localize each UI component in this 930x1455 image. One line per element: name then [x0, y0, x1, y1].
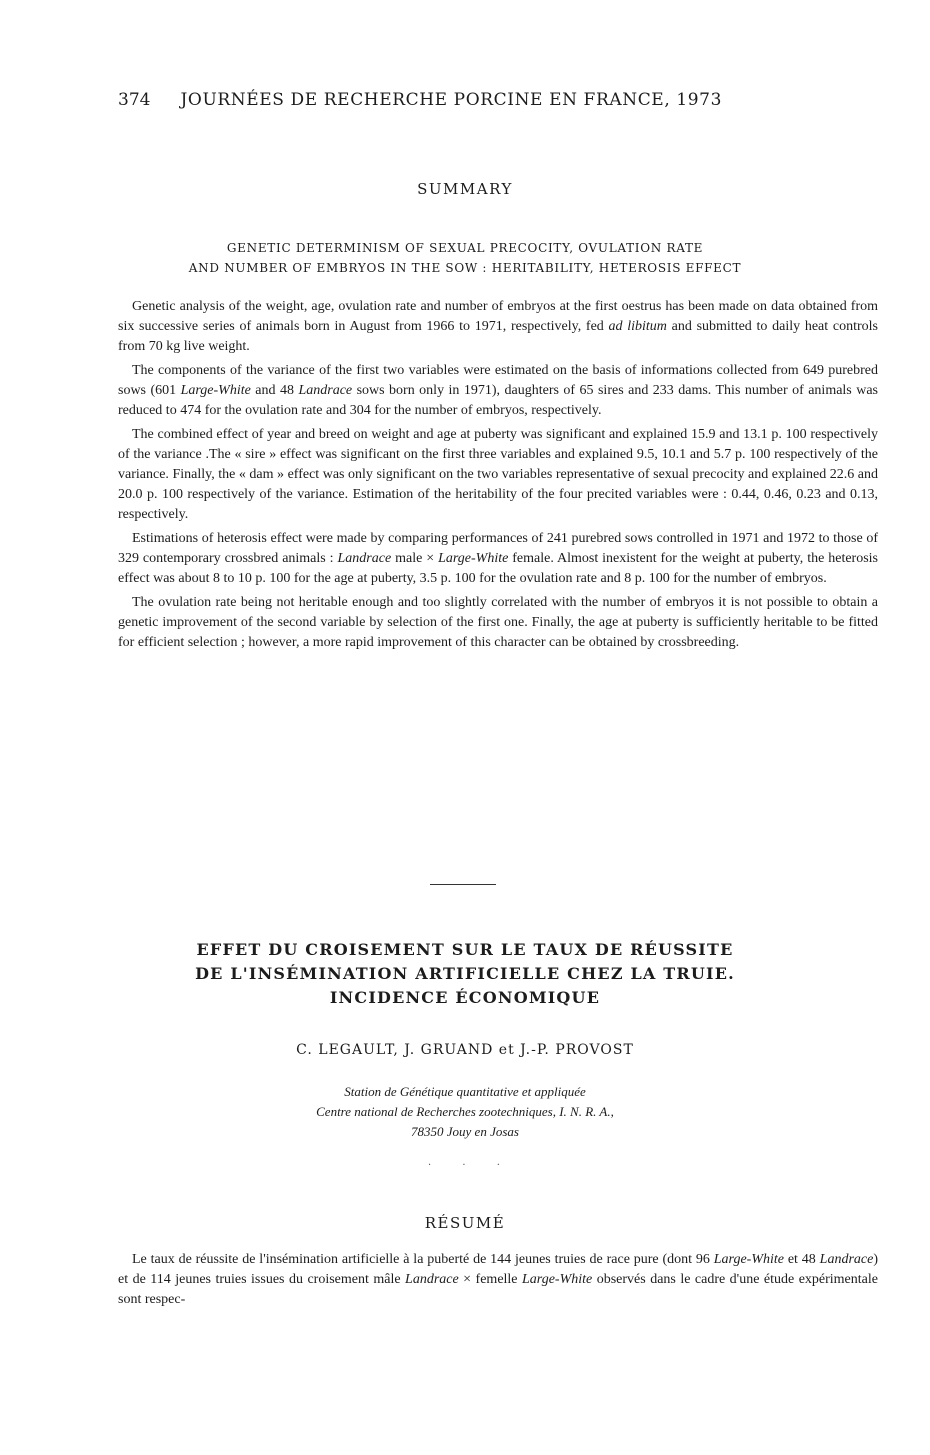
resume-paragraph-1	[118, 1250, 878, 1310]
text-run: et 48	[784, 1252, 820, 1267]
italic-term: Landrace	[819, 1252, 874, 1267]
text-run: ) et de 114 jeunes truies issues du croisement mâle	[118, 1252, 878, 1287]
authors: C. LEGAULT, J. GRUAND et J.-P. PROVOST	[296, 1042, 634, 1058]
text-run: The components of the variance of the first two variables were estimated on the basis of informations collected from 649 purebred sows (601	[118, 363, 878, 398]
text-run: and 48	[250, 383, 299, 398]
text-run: Le taux de réussite de l'insémination artificielle à la puberté de 144 jeunes truies de race pure (dont 96	[132, 1252, 714, 1267]
summary-title-line-1: GENETIC DETERMINISM OF SEXUAL PRECOCITY, OVULATION RATE	[226, 241, 704, 255]
text-run: sows born only in 1971), daughters of 65 sires and 233 dams. This number of animals was reduced to 474 for the ovulation rate and 304 for the number of embryos, respectively.	[118, 383, 878, 418]
article-title-line-2: DE L'INSÉMINATION ARTIFICIELLE CHEZ LA TRUIE.	[195, 964, 735, 983]
summary-paragraph-3: The combined effect of year and breed on weight and age at puberty was significant and explained 15.9 and 13.1 p. 100 respectively of the variance .The « sire » effect was significant on the first three variables and explained 9.5, 10.1 and 5.7 p. 100 respectively of the variance. Finally, the « dam » effect was only significant on the two variables representative of sexual precocity and explained 22.6 and 20.0 p. 100 respectively of the variance. Estimation of the heritability of the four precited variables were : 0.44, 0.46, 0.23 and 0.13, respectively.	[118, 427, 878, 522]
italic-term: Landrace	[405, 1272, 459, 1287]
affiliation-line-2: Centre national de Recherches zootechniques, I. N. R. A.,	[316, 1104, 614, 1119]
italic-term: ad libitum	[608, 319, 667, 334]
article-title	[0, 938, 930, 1010]
summary-paragraph-5: The ovulation rate being not heritable enough and too slightly correlated with the number of embryos it is not possible to obtain a genetic improvement of the second variable by selection of the first one. Finally, the age at puberty is sufficiently heritable to be fitted for efficient selection ; however, a more rapid improvement of this character can be obtained by crossbreeding.	[118, 595, 878, 650]
text-run: female. Almost inexistent for the weight at puberty, the heterosis effect was about 8 to 10 p. 100 for the age at puberty, 3.5 p. 100 for the ovulation rate and 8 p. 100 for the number of embryos.	[118, 551, 878, 586]
separator-dots: · · ·	[428, 1160, 514, 1171]
article-title-line-1: EFFET DU CROISEMENT SUR LE TAUX DE RÉUSSITE	[196, 940, 734, 959]
journal-title: JOURNÉES DE RECHERCHE PORCINE EN FRANCE, 1973	[180, 90, 722, 110]
text-run: observés dans le cadre d'une étude expérimentale sont respec-	[118, 1272, 878, 1307]
text-run: male ×	[391, 551, 439, 566]
summary-paragraph-1	[118, 297, 878, 357]
affiliation-line-1: Station de Génétique quantitative et appliquée	[344, 1084, 586, 1099]
italic-term: Large-White	[713, 1252, 784, 1267]
summary-body	[118, 297, 878, 657]
italic-term: Landrace	[337, 551, 392, 566]
text-run: × femelle	[458, 1272, 522, 1287]
italic-term: Large-White	[522, 1272, 593, 1287]
affiliation-line-3: 78350 Jouy en Josas	[411, 1124, 519, 1139]
summary-heading: SUMMARY	[417, 180, 513, 198]
page-number: 374	[118, 90, 151, 110]
section-divider	[430, 884, 496, 885]
summary-title	[0, 238, 930, 278]
resume-heading: RÉSUMÉ	[424, 1214, 506, 1232]
summary-title-line-2: AND NUMBER OF EMBRYOS IN THE SOW : HERITABILITY, HETEROSIS EFFECT	[188, 261, 742, 275]
affiliation	[0, 1082, 930, 1142]
text-run: and submitted to daily heat controls from 70 kg live weight.	[118, 319, 878, 354]
running-head	[118, 90, 722, 116]
italic-term: Landrace	[298, 383, 353, 398]
text-run: Estimations of heterosis effect were made by comparing performances of 241 purebred sows controlled in 1971 and 1972 to those of 329 contemporary crossbred animals :	[118, 531, 878, 566]
summary-paragraph-4	[118, 529, 878, 589]
text-run: Genetic analysis of the weight, age, ovulation rate and number of embryos at the first oestrus has been made on data obtained from six successive series of animals born in August from 1966 to 1971, respectively, fed	[118, 299, 878, 334]
resume-body	[118, 1250, 878, 1314]
italic-term: Large-White	[180, 383, 251, 398]
italic-term: Large-White	[438, 551, 509, 566]
article-title-line-3: INCIDENCE ÉCONOMIQUE	[329, 988, 601, 1007]
summary-paragraph-2	[118, 361, 878, 421]
